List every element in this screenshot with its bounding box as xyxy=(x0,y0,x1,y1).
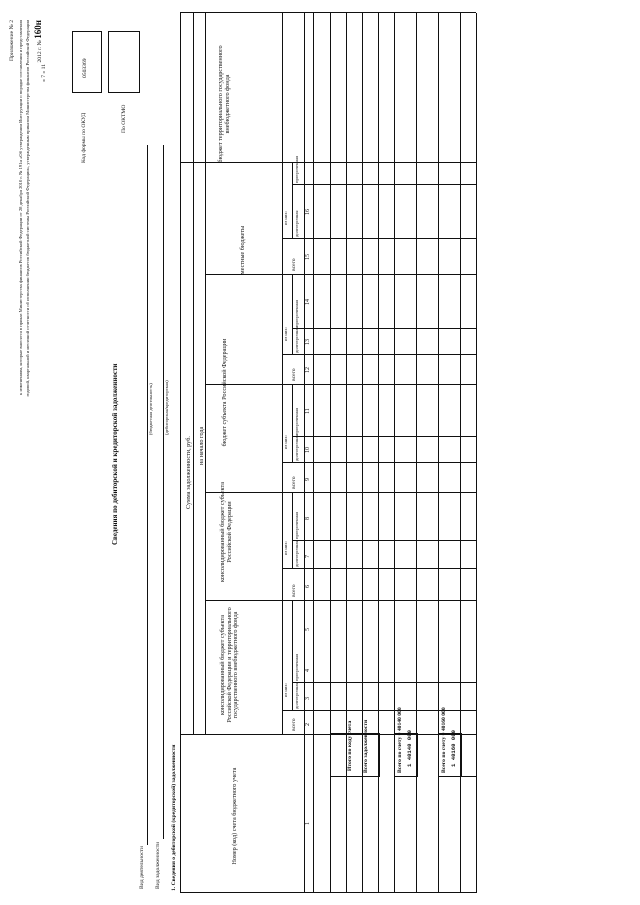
grid-vline xyxy=(205,274,476,275)
total-40160-box xyxy=(438,733,462,777)
grid-hline xyxy=(180,13,181,893)
grid-vline xyxy=(282,568,476,569)
col-number: 12 xyxy=(305,367,311,373)
grid-vline xyxy=(292,328,476,329)
grid-hline xyxy=(313,13,314,893)
activity-underline xyxy=(147,145,148,845)
col-account-header: Номер (код) счета бюджетного учета xyxy=(231,767,238,865)
col-number: 14 xyxy=(305,299,311,305)
grid-hline xyxy=(304,13,305,893)
grid-vline xyxy=(205,384,476,385)
col-overdue-label: просроченная xyxy=(294,511,299,539)
col-number: 8 xyxy=(305,517,311,520)
grid-hline xyxy=(292,493,293,569)
group-fund-budget: бюджет территориального государственного внебюджетного фонда xyxy=(217,45,231,163)
page-title: Сведения по дебиторской и кредиторской задолженности xyxy=(111,363,119,545)
col-long-term-label: долгосрочная xyxy=(294,210,299,237)
row-total-by-code: Итого по коду счета xyxy=(347,720,353,771)
debt-type-label: Вид задолженности xyxy=(155,841,161,889)
col-number: 11 xyxy=(305,408,311,414)
grid-hline xyxy=(292,163,293,239)
grid-vline xyxy=(282,354,476,355)
grid-vline xyxy=(292,682,476,683)
col-number: 10 xyxy=(305,447,311,453)
col-of-them-label: из них: xyxy=(283,683,288,697)
order-line xyxy=(34,20,44,62)
grid-vline xyxy=(205,492,476,493)
grid-hline xyxy=(193,13,194,735)
group-consolidated-fund: консолидированный бюджет субъекта Российской Федерации и территориального государственного внебюджетного фонда xyxy=(219,607,239,723)
col-number: 7 xyxy=(305,555,311,558)
row-total-40140: Всего по счету 0 40140 000 xyxy=(397,707,403,773)
appendix-label: Приложение № 2 xyxy=(9,20,15,61)
grid-hline xyxy=(292,385,293,463)
grid-hline xyxy=(282,13,283,735)
grid-hline xyxy=(205,13,206,735)
appendix-note-1: к изменениям, которые вносятся в приказ Министерства финансов Российской Федерации от 28 декабря 2010 г. № 191н «Об утверждении Инструкции о порядке составления и представления xyxy=(18,20,23,395)
col-overdue-label: просроченная xyxy=(294,407,299,435)
col-number: 15 xyxy=(305,254,311,260)
col-long-term-label: долгосрочная xyxy=(294,540,299,567)
okud-code-box xyxy=(72,31,102,93)
total-40140-box xyxy=(394,733,418,777)
row-value-40140: 1 40140 000 xyxy=(406,730,413,767)
col-number: 4 xyxy=(305,669,311,672)
grid-hline xyxy=(292,601,293,711)
col-number: 16 xyxy=(305,209,311,215)
grid-vline xyxy=(282,238,476,239)
grid-vline xyxy=(180,12,476,13)
activity-hint: (бюджетная деятельность) xyxy=(148,383,153,435)
col-number: 6 xyxy=(305,585,311,588)
row-total-40160: Всего по счету 0 40160 000 xyxy=(441,707,447,773)
col-of-them-label: из них: xyxy=(283,327,288,341)
col-total-label: всего xyxy=(291,476,297,489)
order-day: « 7 » 11 xyxy=(41,64,47,82)
col-number: 1 xyxy=(305,822,311,825)
grid-vline xyxy=(205,600,476,601)
oktmo-label: По ОКТМО xyxy=(121,104,127,133)
row-value-40160: 1 40160 000 xyxy=(450,730,457,767)
grid-hline xyxy=(476,13,477,893)
col-overdue-label: просроченная xyxy=(294,653,299,681)
okud-label: Код формы по ОКУД xyxy=(81,112,87,163)
col-number: 13 xyxy=(305,339,311,345)
section-title: 1. Сведения о дебиторской (кредиторской) задолженности xyxy=(171,744,177,891)
grid-vline xyxy=(460,776,476,777)
activity-label: Вид деятельности xyxy=(139,846,145,889)
col-total-label: всего xyxy=(291,258,297,271)
grid-vline xyxy=(180,892,476,893)
col-long-term-label: долгосрочная xyxy=(294,682,299,709)
appendix-note-2: годовой, квартальной и месячной отчетности об исполнении бюджетов бюджетной системы Российской Федерации», утвержденным приказом Министерства финансов Российской Федерации xyxy=(25,20,30,397)
col-long-term-label: долгосрочная xyxy=(294,326,299,353)
oktmo-code-box xyxy=(108,31,140,93)
col-of-them-label: из них: xyxy=(283,435,288,449)
grid-vline xyxy=(282,710,476,711)
col-number: 3 xyxy=(305,697,311,700)
col-total-label: всего xyxy=(291,718,297,731)
order-number: 160н xyxy=(33,20,43,39)
okud-code: 0503369 xyxy=(82,58,88,78)
sum-header: Сумма задолженности, руб. xyxy=(185,436,192,509)
row-total-debt: Всего задолженности xyxy=(363,719,369,773)
grid-vline xyxy=(180,162,476,163)
grid-vline xyxy=(180,734,476,735)
group-consolidated: консолидированный бюджет субъекта Российской Федерации xyxy=(219,482,233,582)
col-overdue-label: просроченная xyxy=(294,299,299,327)
grid-vline xyxy=(282,462,476,463)
col-total-label: всего xyxy=(291,584,297,597)
col-total-label: всего xyxy=(291,368,297,381)
col-number: 5 xyxy=(305,628,311,631)
col-of-them-label: из них: xyxy=(283,211,288,225)
order-date: 2012 г. № xyxy=(37,40,43,63)
grid-vline xyxy=(292,540,476,541)
grid-vline xyxy=(292,436,476,437)
debt-type-hint: (дебиторская/кредиторская) xyxy=(164,380,169,435)
total-code-box xyxy=(330,733,380,777)
col-number: 9 xyxy=(305,478,311,481)
debt-type-underline xyxy=(163,145,164,839)
col-of-them-label: из них: xyxy=(283,541,288,555)
grid-hline xyxy=(292,275,293,355)
col-overdue-label: просроченная xyxy=(294,155,299,183)
group-local-budgets: местные бюджеты xyxy=(239,225,246,275)
col-number: 2 xyxy=(305,723,311,726)
group-subject-budget: бюджет субъекта Российской Федерации xyxy=(221,338,228,447)
period-header: на начало года xyxy=(198,426,205,465)
col-long-term-label: долгосрочная xyxy=(294,434,299,461)
grid-vline xyxy=(292,184,476,185)
